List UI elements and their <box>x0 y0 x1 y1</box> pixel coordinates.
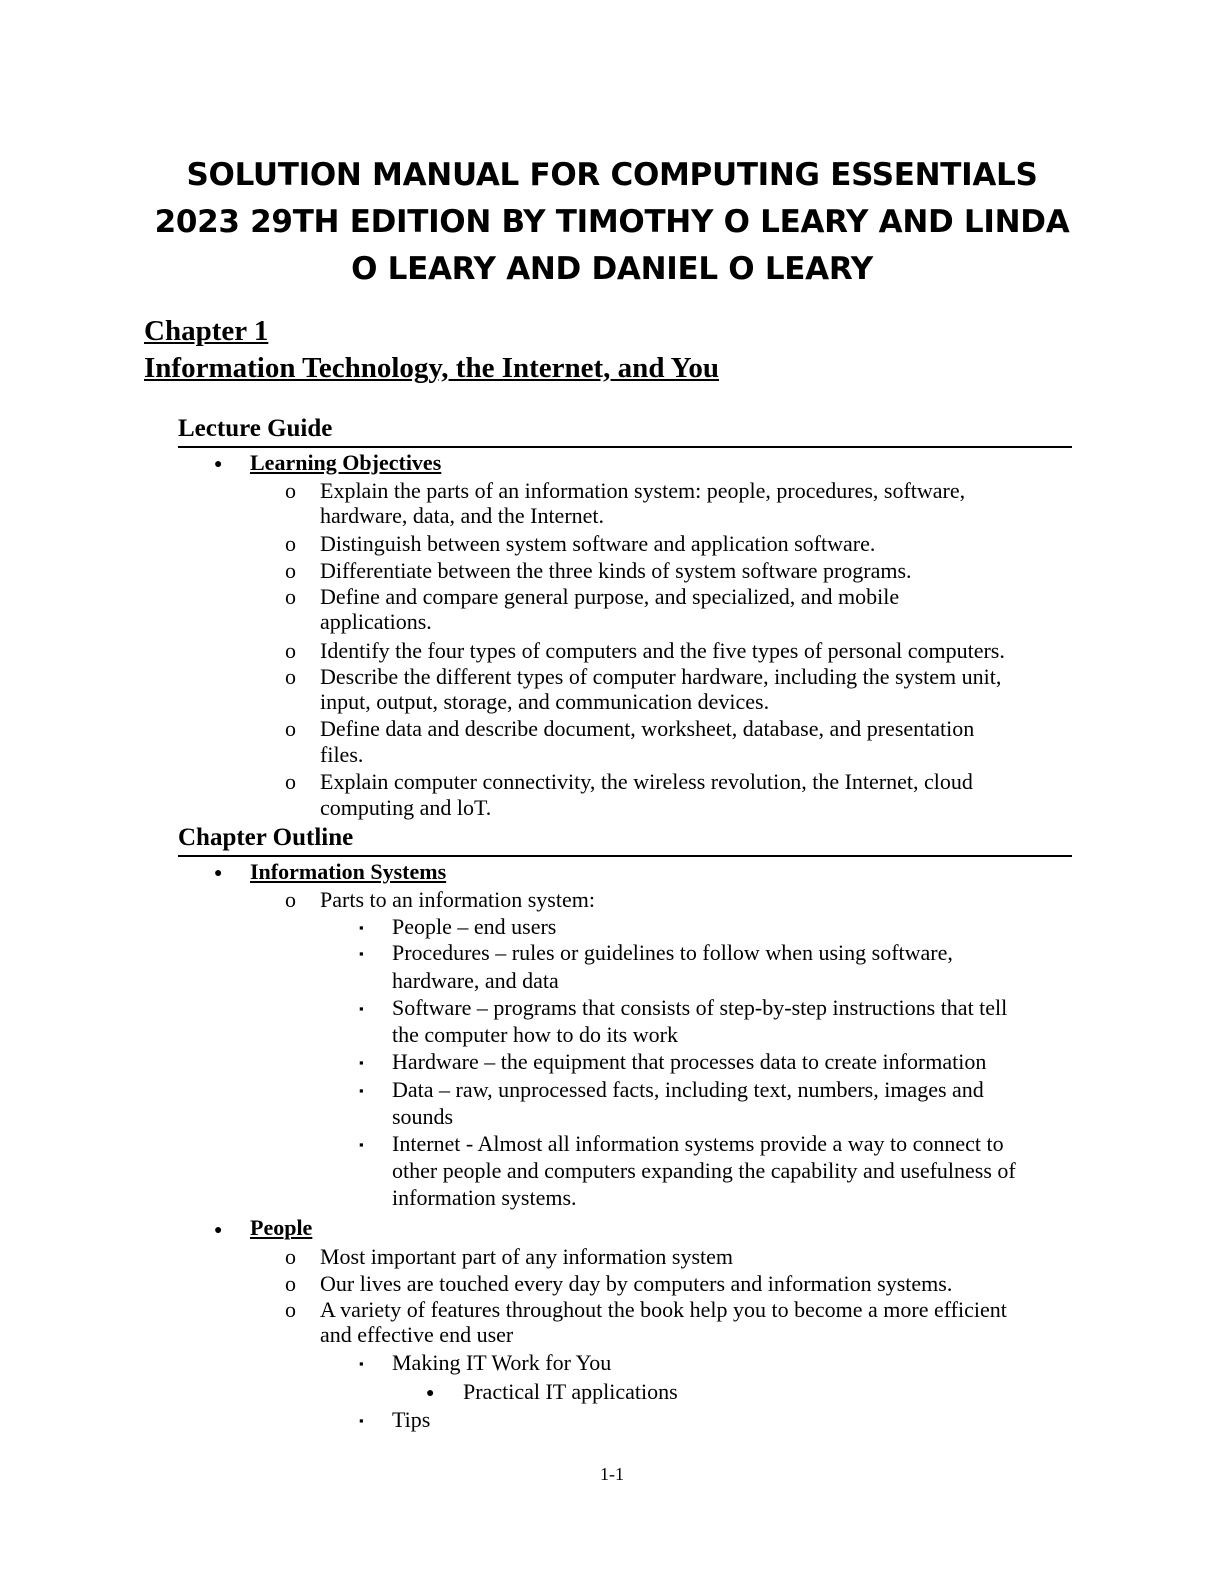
list-item: Distinguish between system software and application software. <box>320 531 876 556</box>
bullet-circle: o <box>285 478 296 503</box>
chapter-subtitle: Information Technology, the Internet, and You <box>144 352 719 384</box>
document-title-line: SOLUTION MANUAL FOR COMPUTING ESSENTIALS <box>186 157 1038 193</box>
bullet-disc: ● <box>214 457 223 472</box>
list-item: Identify the four types of computers and the five types of personal computers. <box>320 638 1005 663</box>
list-item-continuation: hardware, and data <box>392 968 559 993</box>
chapter-label: Chapter 1 <box>144 315 269 347</box>
list-item: Hardware – the equipment that processes data to create information <box>392 1049 987 1074</box>
list-item-continuation: and effective end user <box>320 1322 514 1347</box>
list-item: Differentiate between the three kinds of system software programs. <box>320 558 912 583</box>
list-item: Parts to an information system: <box>320 887 595 912</box>
bullet-square: ▪ <box>359 920 364 935</box>
bullet-circle: o <box>285 769 296 794</box>
bullet-disc: ● <box>214 1223 223 1238</box>
bullet-disc: ● <box>214 866 223 881</box>
list-item-continuation: computing and loT. <box>320 795 492 820</box>
list-item-continuation: input, output, storage, and communication devices. <box>320 689 770 714</box>
bullet-circle: o <box>285 716 296 741</box>
list-item: People – end users <box>392 914 557 939</box>
bullet-square: ▪ <box>359 1356 364 1371</box>
section-heading-lecture-guide: Lecture Guide <box>178 415 1072 448</box>
list-item: Explain computer connectivity, the wireless revolution, the Internet, cloud <box>320 769 973 794</box>
list-item: Tips <box>392 1407 431 1432</box>
bullet-disc: ● <box>426 1386 435 1401</box>
list-item: Internet - Almost all information systems provide a way to connect to <box>392 1131 1004 1156</box>
bullet-circle: o <box>285 558 296 583</box>
bullet-square: ▪ <box>359 1055 364 1070</box>
bullet-square: ▪ <box>359 1083 364 1098</box>
document-title <box>0 152 1224 293</box>
list-item: Software – programs that consists of step-by-step instructions that tell <box>392 995 1008 1020</box>
bullet-circle: o <box>285 1297 296 1322</box>
list-item-continuation: files. <box>320 742 364 767</box>
list-item-continuation: hardware, data, and the Internet. <box>320 503 605 528</box>
list-item-continuation: information systems. <box>392 1185 577 1210</box>
list-item: Practical IT applications <box>463 1379 678 1404</box>
bullet-circle: o <box>285 887 296 912</box>
list-item: Define data and describe document, worksheet, database, and presentation <box>320 716 975 741</box>
list-item: Data – raw, unprocessed facts, including text, numbers, images and <box>392 1077 984 1102</box>
bullet-circle: o <box>285 638 296 663</box>
topic-information-systems: Information Systems <box>250 859 447 884</box>
list-item: Describe the different types of computer hardware, including the system unit, <box>320 664 1002 689</box>
list-item: Most important part of any information system <box>320 1244 734 1269</box>
document-title-line: 2023 29TH EDITION BY TIMOTHY O LEARY AND LINDA <box>154 204 1070 240</box>
bullet-circle: o <box>285 531 296 556</box>
list-item: Making IT Work for You <box>392 1350 612 1375</box>
list-item-continuation: other people and computers expanding the capability and usefulness of <box>392 1158 1016 1183</box>
list-item: Define and compare general purpose, and specialized, and mobile <box>320 584 900 609</box>
list-item: Our lives are touched every day by computers and information systems. <box>320 1271 953 1296</box>
bullet-square: ▪ <box>359 1413 364 1428</box>
topic-people: People <box>250 1215 313 1240</box>
bullet-square: ▪ <box>359 946 364 961</box>
bullet-circle: o <box>285 584 296 609</box>
section-heading-chapter-outline: Chapter Outline <box>178 824 1072 857</box>
list-item: Explain the parts of an information system: people, procedures, software, <box>320 478 966 503</box>
document-title-line: O LEARY AND DANIEL O LEARY <box>351 251 873 287</box>
list-item-continuation: the computer how to do its work <box>392 1022 678 1047</box>
topic-learning-objectives: Learning Objectives <box>250 450 442 475</box>
bullet-square: ▪ <box>359 1001 364 1016</box>
page-number: 1-1 <box>600 1464 624 1484</box>
list-item-continuation: sounds <box>392 1104 454 1129</box>
bullet-circle: o <box>285 664 296 689</box>
bullet-circle: o <box>285 1244 296 1269</box>
list-item: Procedures – rules or guidelines to follow when using software, <box>392 940 953 965</box>
bullet-square: ▪ <box>359 1137 364 1152</box>
list-item: A variety of features throughout the book help you to become a more efficient <box>320 1297 1007 1322</box>
bullet-circle: o <box>285 1271 296 1296</box>
list-item-continuation: applications. <box>320 609 432 634</box>
